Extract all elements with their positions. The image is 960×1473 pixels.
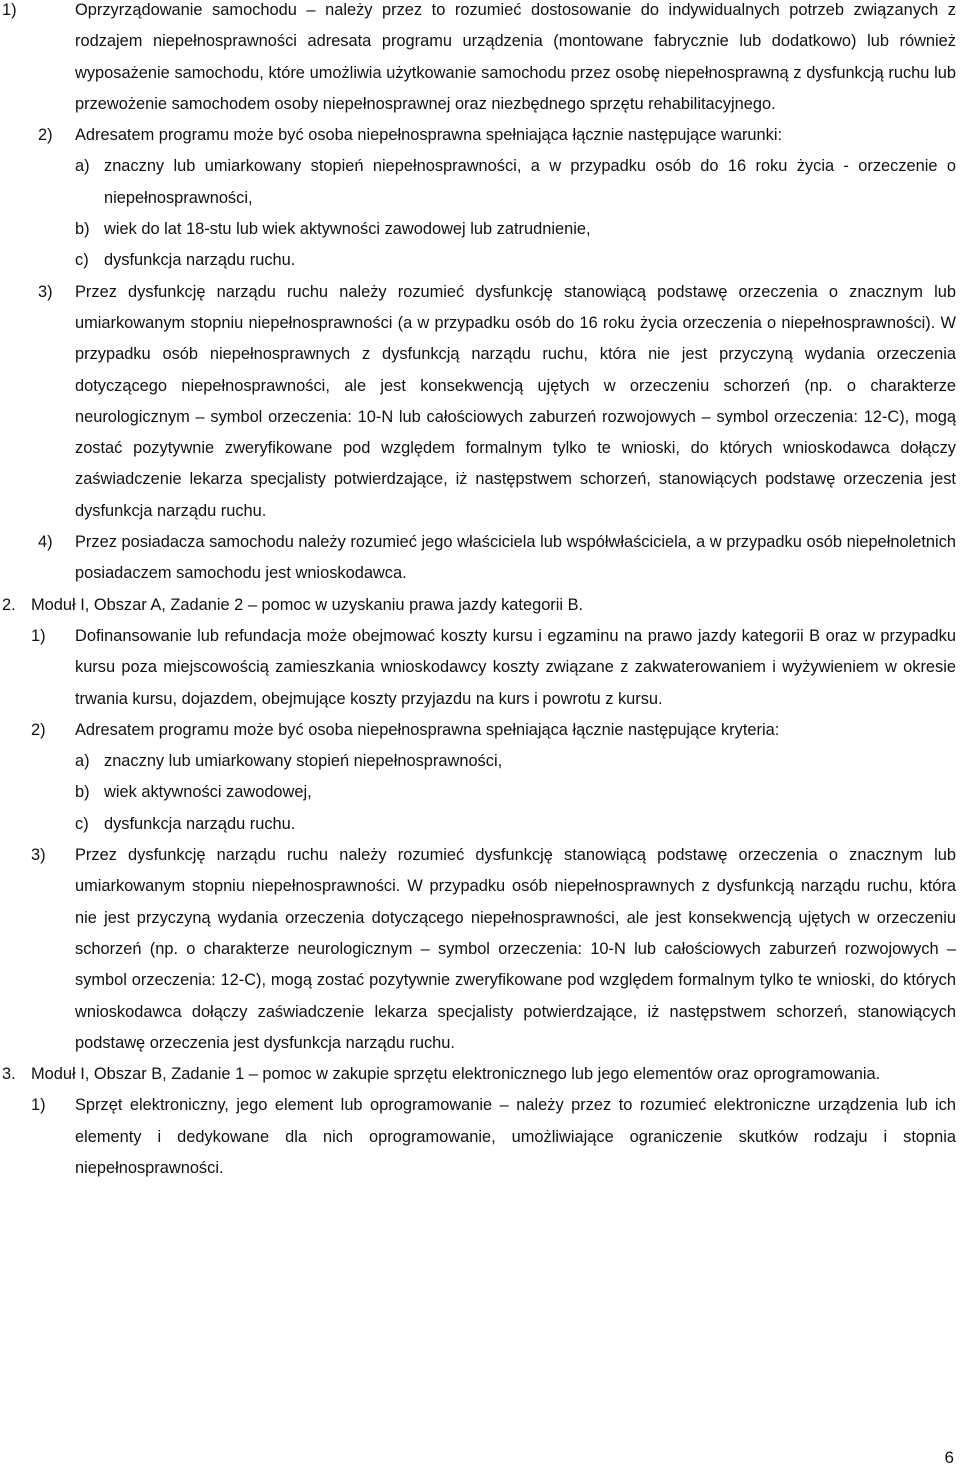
list-item xyxy=(0,621,960,715)
section-number: 2. xyxy=(2,595,16,614)
list-item xyxy=(0,527,960,590)
list-item-text: Oprzyrządowanie samochodu – należy przez to rozumieć dostosowanie do indywidualnych potrzeb związanych z rodzajem niepełnosprawności adresata programu urządzenia (montowane fabrycznie lub dodatkowo) lub również wyposażenie samochodu, które umożliwia użytkowanie samochodu przez osobę niepełnosprawną z dysfunkcją ruchu lub przewożenie samochodem osoby niepełnosprawnej oraz niezbędnego sprzętu rehabilitacyjnego. xyxy=(75,1,956,113)
sub-list-item xyxy=(0,214,960,245)
sub-list-item-text: wiek aktywności zawodowej, xyxy=(104,783,312,802)
list-item-text: Przez dysfunkcję narządu ruchu należy rozumieć dysfunkcję stanowiącą podstawę orzeczenia o znacznym lub umiarkowanym stopniu niepełnosprawności. W przypadku osób niepełnosprawnych z dysfunkcją narządu ruchu, która nie jest przyczyną wydania orzeczenia dotyczącego niepełnosprawności, ale jest konsekwencją ujętych w orzeczeniu schorzeń (np. o charakterze neurologicznym – symbol orzeczenia: 10-N lub całościowych zaburzeń rozwojowych – symbol orzeczenia: 12-C), mogą zostać pozytywnie zweryfikowane pod względem formalnym tylko te wnioski, do których wnioskodawca dołączy zaświadczenie lekarza specjalisty potwierdzające, iż następstwem schorzeń, stanowiących podstawę orzeczenia jest dysfunkcja narządu ruchu. xyxy=(75,846,956,1052)
list-marker: 1) xyxy=(2,1,17,19)
sub-list-item-text: znaczny lub umiarkowany stopień niepełnosprawności, xyxy=(104,752,503,771)
list-item-text: Dofinansowanie lub refundacja może obejmować koszty kursu i egzaminu na prawo jazdy kategorii B oraz w przypadku kursu poza miejscowością zamieszkania wnioskodawcy koszty związane z zakwaterowaniem i wyżywieniem w okresie trwania kursu, dojazdem, obejmujące koszty przyjazdu na kurs i powrotu z kursu. xyxy=(75,626,956,708)
list-item-text: Przez posiadacza samochodu należy rozumieć jego właściciela lub współwłaściciela, a w przypadku osób niepełnoletnich posiadaczem samochodu jest wnioskodawca. xyxy=(75,533,956,583)
list-item xyxy=(0,840,960,1059)
section-heading-text: Moduł I, Obszar A, Zadanie 2 – pomoc w uzyskaniu prawa jazdy kategorii B. xyxy=(31,595,584,614)
list-item-text: Przez dysfunkcję narządu ruchu należy rozumieć dysfunkcję stanowiącą podstawę orzeczenia o znacznym lub umiarkowanym stopniu niepełnosprawności (a w przypadku osób do 16 roku życia orzeczenia o niepełnosprawności). W przypadku osób niepełnosprawnych z dysfunkcją narządu ruchu, która nie jest przyczyną wydania orzeczenia dotyczącego niepełnosprawności, ale jest konsekwencją ujętych w orzeczeniu schorzeń (np. o charakterze neurologicznym – symbol orzeczenia: 10-N lub całościowych zaburzeń rozwojowych – symbol orzeczenia: 12-C), mogą zostać pozytywnie zweryfikowane pod względem formalnym tylko te wnioski, do których wnioskodawca dołączy zaświadczenie lekarza specjalisty potwierdzające, iż następstwem schorzeń, stanowiących podstawę orzeczenia jest dysfunkcja narządu ruchu. xyxy=(75,282,956,520)
section-number: 3. xyxy=(2,1065,16,1084)
sub-list-item xyxy=(0,777,960,808)
sub-list-item-text: dysfunkcja narządu ruchu. xyxy=(104,814,296,833)
sub-list-marker: b) xyxy=(75,220,90,239)
sub-list-item-text: znaczny lub umiarkowany stopień niepełnosprawności, a w przypadku osób do 16 roku życia - orzeczenie o niepełnosprawności, xyxy=(104,157,956,207)
sub-list-item xyxy=(0,245,960,276)
sub-list-item xyxy=(0,151,960,214)
list-item-text: Adresatem programu może być osoba niepełnosprawna spełniająca łącznie następujące warunki: xyxy=(75,126,783,145)
list-item xyxy=(0,715,960,746)
sub-list-marker: a) xyxy=(75,157,90,176)
section-heading xyxy=(0,1059,960,1090)
list-marker: 3) xyxy=(38,282,53,301)
sub-list-marker: c) xyxy=(75,251,89,270)
section-heading-text: Moduł I, Obszar B, Zadanie 1 – pomoc w zakupie sprzętu elektronicznego lub jego elementów oraz oprogramowania. xyxy=(31,1065,881,1084)
section-heading xyxy=(0,590,960,621)
list-item xyxy=(0,120,960,151)
page-number: 6 xyxy=(944,1448,954,1467)
list-item xyxy=(0,1090,960,1184)
list-marker: 3) xyxy=(31,846,46,865)
sub-list-item xyxy=(0,809,960,840)
sub-list-item-text: dysfunkcja narządu ruchu. xyxy=(104,251,296,270)
list-item xyxy=(0,0,960,120)
list-marker: 2) xyxy=(31,720,46,739)
list-marker: 4) xyxy=(38,533,53,552)
sub-list-marker: a) xyxy=(75,752,90,771)
list-marker: 1) xyxy=(31,1096,46,1115)
sub-list-item-text: wiek do lat 18-stu lub wiek aktywności zawodowej lub zatrudnienie, xyxy=(104,220,591,239)
list-marker: 2) xyxy=(38,126,53,145)
sub-list-marker: c) xyxy=(75,814,89,833)
list-item xyxy=(0,277,960,527)
list-item-text: Adresatem programu może być osoba niepełnosprawna spełniająca łącznie następujące kryteria: xyxy=(75,720,780,739)
sub-list-item xyxy=(0,746,960,777)
list-marker: 1) xyxy=(31,626,46,645)
list-item-text: Sprzęt elektroniczny, jego element lub oprogramowanie – należy przez to rozumieć elektroniczne urządzenia lub ich elementy i dedykowane dla nich oprogramowanie, umożliwiające ograniczenie skutków rodzaju i stopnia niepełnosprawności. xyxy=(75,1096,956,1177)
sub-list-marker: b) xyxy=(75,783,90,802)
